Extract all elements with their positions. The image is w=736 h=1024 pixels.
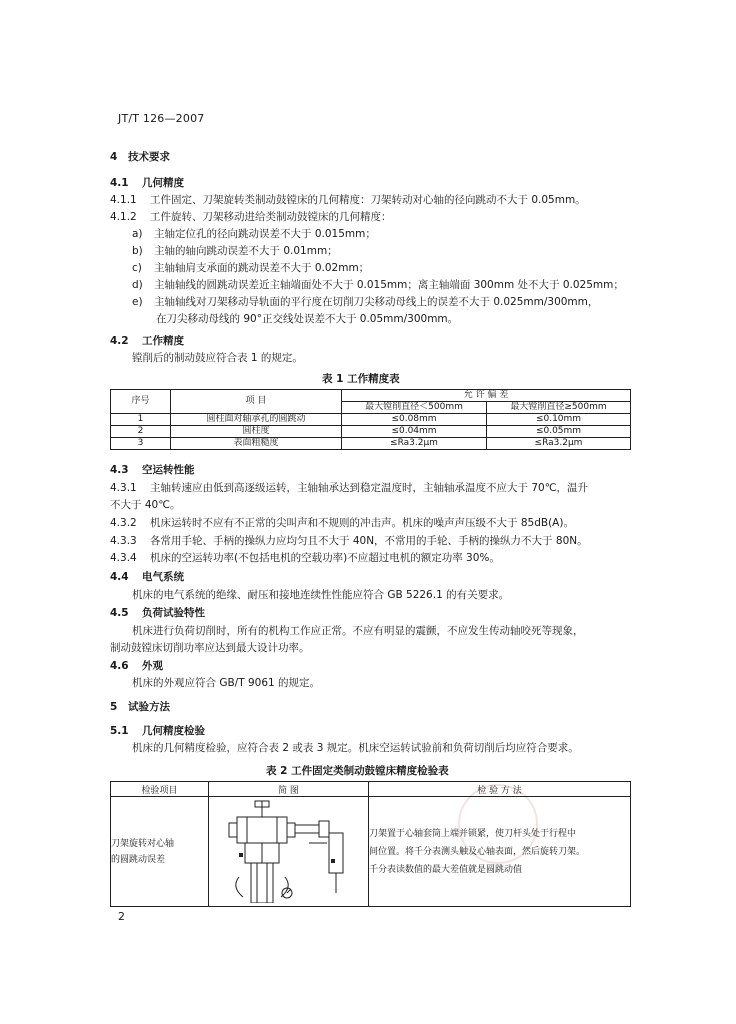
clause-text: 主轴轴线的圆跳动误差近主轴端面处不大于 0.015mm；离主轴端面 300mm 处不大于 0.025mm； <box>154 279 624 291</box>
text-line <box>132 278 624 292</box>
clause-text: 电气系统 <box>142 571 184 583</box>
text-line <box>110 193 586 207</box>
table-cell: ≤Ra3.2μm <box>342 438 487 450</box>
clause-number: 5 <box>110 701 118 713</box>
table-cell: ≤0.04mm <box>342 426 487 438</box>
clause-text: 技术要求 <box>128 151 170 163</box>
clause-number: d) <box>132 279 143 291</box>
clause-number: 4.3.3 <box>110 535 137 547</box>
table-1-head-large: 最大镗削直径≥500mm <box>487 402 631 414</box>
table-cell: ≤0.05mm <box>487 426 631 438</box>
text-line <box>110 516 574 530</box>
table-2-item-cell <box>111 797 209 907</box>
table-2-head-method: 检 验 方 法 <box>369 782 631 797</box>
text-line <box>110 551 500 565</box>
clause-number: e) <box>132 296 143 308</box>
clause-text: 工件旋转、刀架移动进给类制动鼓镗床的几何精度： <box>150 211 392 223</box>
text-line <box>110 150 170 164</box>
clause-number: 4.6 <box>110 660 129 672</box>
table-1-head-small: 最大镗削直径＜500mm <box>342 402 487 414</box>
clause-text: 机床的外观应符合 GB/T 9061 的规定。 <box>132 677 321 689</box>
clause-text: 制动鼓镗床切削功率应达到最大设计功率。 <box>110 642 310 654</box>
clause-text: 镗削后的制动鼓应符合表 1 的规定。 <box>132 352 303 364</box>
table-cell: 圆柱度 <box>171 426 342 438</box>
clause-text: 不大于 40℃。 <box>110 499 181 511</box>
clause-text: 主轴转速应由低到高逐级运转，主轴轴承达到稳定温度时，主轴轴承温度不应大于 70℃，温升 <box>150 482 588 494</box>
table-cell: ≤0.10mm <box>487 414 631 426</box>
text-line <box>132 295 598 309</box>
clause-text: 几何精度检验 <box>142 725 205 737</box>
clause-number: 4.1.1 <box>110 194 137 206</box>
clause-text: 机床运转时不应有不正常的尖叫声和不规则的冲击声。机床的噪声声压级不大于 85dB(A)。 <box>150 517 574 529</box>
clause-number: 4.3.1 <box>110 482 137 494</box>
clause-text: 几何精度 <box>142 177 184 189</box>
text-line <box>132 624 584 638</box>
clause-text: 主轴的轴向跳动误差不大于 0.01mm； <box>154 245 338 257</box>
text-line <box>110 570 184 584</box>
text-line <box>132 261 369 275</box>
clause-text: 工件固定、刀架旋转类制动鼓镗床的几何精度：刀架转动对心轴的径向跳动不大于 0.05mm。 <box>150 194 586 206</box>
clause-number: 4.4 <box>110 571 129 583</box>
clause-text: 机床的电气系统的绝缘、耐压和接地连续性性能应符合 GB 5226.1 的有关要求。 <box>132 589 510 601</box>
table-cell: 圆柱面对轴承孔的圆跳动 <box>171 414 342 426</box>
clause-text: 工作精度 <box>142 335 184 347</box>
clause-text: 空运转性能 <box>142 464 195 476</box>
clause-number: 4.3 <box>110 464 129 476</box>
table-cell: 表面粗糙度 <box>171 438 342 450</box>
text-line <box>132 588 509 602</box>
text-line <box>132 741 579 755</box>
table-2-method-line: 千分表读数值的最大差值就是圆跳动值 <box>369 864 523 875</box>
text-line <box>110 498 181 512</box>
table-cell: 3 <box>111 438 171 450</box>
table-row <box>111 438 631 450</box>
table-2-head-figure: 简 图 <box>209 782 369 797</box>
table-2-item-line: 的圆跳动误差 <box>111 854 166 865</box>
clause-number: 4.2 <box>110 335 129 347</box>
table-2-caption: 表 2 工件固定类制动鼓镗床精度检验表 <box>266 765 449 777</box>
clause-text: 机床的几何精度检验，应符合表 2 或表 3 规定。机床空运转试验前和负荷切削后均应符合要求。 <box>132 742 579 754</box>
table-2-method-line: 间位置。将千分表测头触及心轴表面，然后旋转刀架。 <box>369 846 586 857</box>
table-cell: 2 <box>111 426 171 438</box>
table-row <box>111 426 631 438</box>
table-2-method-line: 刀架置于心轴套筒上端并锁紧，使刀杆头处于行程中 <box>369 828 577 839</box>
clause-number: 4.3.4 <box>110 552 137 564</box>
table-1 <box>110 389 631 450</box>
boring-machine-diagram <box>209 797 367 903</box>
clause-text: 机床进行负荷切削时，所有的机构工作应正常。不应有明显的震颤，不应发生传动轴咬死等现象， <box>132 625 584 637</box>
table-2-method-cell <box>369 797 631 907</box>
clause-number: 4 <box>110 151 118 163</box>
clause-number: 4.3.2 <box>110 517 137 529</box>
text-line <box>110 606 205 620</box>
text-line <box>132 676 320 690</box>
text-line <box>110 463 195 477</box>
table-1-caption: 表 1 工作精度表 <box>322 373 400 385</box>
table-row <box>111 414 631 426</box>
text-line <box>110 659 163 673</box>
clause-text: 主轴轴肩支承面的跳动误差不大于 0.02mm； <box>154 262 370 274</box>
standard-number: JT/T 126—2007 <box>118 112 205 125</box>
text-line <box>110 724 205 738</box>
clause-text: 各常用手轮、手柄的操纵力应均匀且不大于 40N，不常用的手轮、手柄的操纵力不大于 80N。 <box>150 535 588 547</box>
table-row <box>111 797 631 907</box>
text-line <box>110 334 184 348</box>
clause-text: 在刀尖移动母线的 90°正交线处误差不大于 0.05mm/300mm。 <box>156 313 459 325</box>
clause-text: 主轴定位孔的径向跳动误差不大于 0.015mm； <box>154 228 376 240</box>
text-line <box>132 351 303 365</box>
table-cell: ≤0.08mm <box>342 414 487 426</box>
clause-text: 负荷试验特性 <box>142 607 205 619</box>
clause-text: 主轴轴线对刀架移动导轨面的平行度在切削刀尖移动母线上的误差不大于 0.025mm/300mm， <box>154 296 599 308</box>
text-line <box>132 227 376 241</box>
text-line <box>110 641 310 655</box>
table-2-head-item: 检验项目 <box>111 782 209 797</box>
clause-number: c) <box>132 262 142 274</box>
text-line <box>110 176 184 190</box>
table-cell: 1 <box>111 414 171 426</box>
text-line <box>156 312 458 326</box>
clause-number: a) <box>132 228 143 240</box>
clause-text: 试验方法 <box>128 701 170 713</box>
clause-number: b) <box>132 245 143 257</box>
table-2 <box>110 781 631 907</box>
table-1-head-group: 允 许 偏 差 <box>342 390 631 402</box>
text-line <box>110 481 588 495</box>
text-line <box>110 700 170 714</box>
clause-number: 4.1.2 <box>110 211 137 223</box>
table-1-head-item: 项 目 <box>171 390 342 414</box>
text-line <box>132 244 338 258</box>
text-line <box>110 534 588 548</box>
clause-text: 机床的空运转功率(不包括电机的空载功率)不应超过电机的额定功率 30%。 <box>150 552 500 564</box>
text-line <box>110 210 392 224</box>
table-2-item-line: 刀架旋转对心轴 <box>111 838 175 849</box>
table-1-head-no: 序号 <box>111 390 171 414</box>
page-number: 2 <box>118 910 125 923</box>
table-2-figure-cell <box>209 797 369 907</box>
clause-number: 5.1 <box>110 725 129 737</box>
table-cell: ≤Ra3.2μm <box>487 438 631 450</box>
clause-text: 外观 <box>142 660 163 672</box>
clause-number: 4.5 <box>110 607 129 619</box>
clause-number: 4.1 <box>110 177 129 189</box>
